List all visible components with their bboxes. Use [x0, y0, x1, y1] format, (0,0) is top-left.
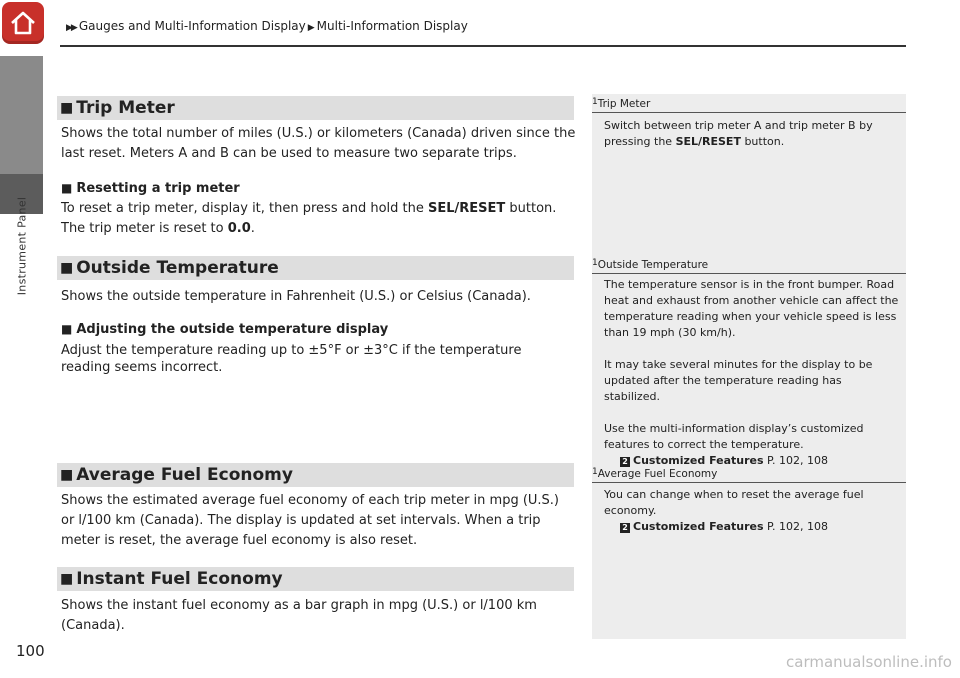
- square-bullet-icon: ■: [60, 571, 74, 587]
- breadcrumb-arrow-icon: ▶▶: [66, 23, 76, 33]
- reference-label: Customized Features: [633, 520, 764, 533]
- reset-value: 0.0: [227, 221, 251, 236]
- note-marker: 1: [592, 97, 598, 107]
- note-title-average-fuel-economy: [592, 467, 906, 483]
- outside-temperature-text: Shows the outside temperature in Fahrenheit (U.S.) or Celsius (Canada).: [61, 289, 531, 304]
- square-bullet-icon: ■: [60, 467, 74, 483]
- section-title-text: Outside Temperature: [76, 258, 279, 278]
- reference-pages: P. 102, 108: [763, 454, 828, 467]
- section-title-trip-meter: [57, 96, 574, 120]
- text-span: To reset a trip meter, display it, then press and hold the: [61, 201, 428, 216]
- subhead-text: Adjusting the outside temperature display: [76, 322, 389, 337]
- sel-reset-label: SEL/RESET: [675, 135, 741, 148]
- note-title-text: Outside Temperature: [597, 259, 709, 271]
- note-title-text: Average Fuel Economy: [597, 468, 718, 480]
- square-bullet-icon: ■: [61, 322, 73, 336]
- note-paragraph: Use the multi-information display’s customized features to correct the temperature.: [604, 422, 864, 451]
- note-title-trip-meter: [592, 97, 906, 113]
- note-title-text: Trip Meter: [597, 98, 651, 110]
- reference-arrow-icon: 2: [620, 457, 630, 467]
- note-title-outside-temperature: [592, 258, 906, 274]
- note-paragraph: It may take several minutes for the display to be updated after the temperature reading has stabilized.: [604, 358, 873, 403]
- instant-fuel-economy-text: Shows the instant fuel economy as a bar graph in mpg (U.S.) or l/100 km (Canada).: [61, 598, 537, 633]
- watermark: carmanualsonline.info: [786, 653, 952, 671]
- home-button[interactable]: [2, 2, 44, 44]
- subhead-resetting-trip-meter: [61, 181, 240, 196]
- note-outside-temperature-text: [604, 277, 899, 469]
- reference-arrow-icon: 2: [620, 523, 630, 533]
- note-marker: 1: [592, 467, 598, 477]
- note-paragraph: You can change when to reset the average fuel economy.: [604, 488, 864, 517]
- square-bullet-icon: ■: [60, 260, 74, 276]
- reference-label: Customized Features: [633, 454, 764, 467]
- breadcrumb: [66, 19, 468, 33]
- trip-meter-text: Shows the total number of miles (U.S.) or kilometers (Canada) driven since the last reset. Meters A and B can be used to measure two separate trips.: [61, 126, 576, 161]
- section-title-text: Trip Meter: [76, 98, 175, 118]
- note-average-fuel-economy-text: [604, 487, 899, 535]
- text-span: button. The trip meter is reset to: [61, 201, 557, 236]
- section-title-instant-fuel-economy: [57, 567, 574, 591]
- section-title-text: Average Fuel Economy: [76, 465, 293, 485]
- section-title-average-fuel-economy: [57, 463, 574, 487]
- text-span: button.: [740, 135, 785, 148]
- breadcrumb-link-parent[interactable]: Gauges and Multi-Information Display: [78, 19, 306, 33]
- chapter-tab[interactable]: [0, 56, 43, 174]
- section-title-outside-temperature: [57, 256, 574, 280]
- reference-pages: P. 102, 108: [763, 520, 828, 533]
- average-fuel-economy-text: Shows the estimated average fuel economy of each trip meter in mpg (U.S.) or l/100 km (Canada). The display is updated at set intervals. When a trip meter is reset, the average fuel economy is also reset.: [61, 493, 560, 548]
- note-trip-meter-text: [604, 118, 899, 150]
- section-title-text: Instant Fuel Economy: [76, 569, 283, 589]
- breadcrumb-arrow-icon: ▶: [307, 23, 315, 33]
- text-span: .: [250, 221, 255, 236]
- text-span: Switch between trip meter A and trip meter B by pressing the: [604, 119, 873, 148]
- page-number: 100: [16, 642, 45, 660]
- adjusting-temperature-text: Adjust the temperature reading up to ±5°F or ±3°C if the temperature reading seems incorrect.: [61, 343, 522, 375]
- sel-reset-label: SEL/RESET: [427, 201, 506, 216]
- chapter-label: Instrument Panel: [15, 196, 29, 296]
- home-icon: [9, 9, 37, 37]
- note-marker: 1: [592, 258, 598, 268]
- resetting-trip-meter-text: [61, 199, 576, 239]
- square-bullet-icon: ■: [61, 181, 73, 195]
- breadcrumb-current[interactable]: Multi-Information Display: [316, 19, 468, 33]
- note-paragraph: The temperature sensor is in the front bumper. Road heat and exhaust from another vehicle can affect the temperature reading when your vehicle speed is less than 19 mph (30 km/h).: [604, 278, 899, 339]
- cross-reference-link[interactable]: [604, 519, 899, 535]
- square-bullet-icon: ■: [60, 100, 74, 116]
- subhead-adjusting-temperature: [61, 322, 388, 337]
- header-rule: [60, 45, 906, 47]
- subhead-text: Resetting a trip meter: [76, 181, 240, 196]
